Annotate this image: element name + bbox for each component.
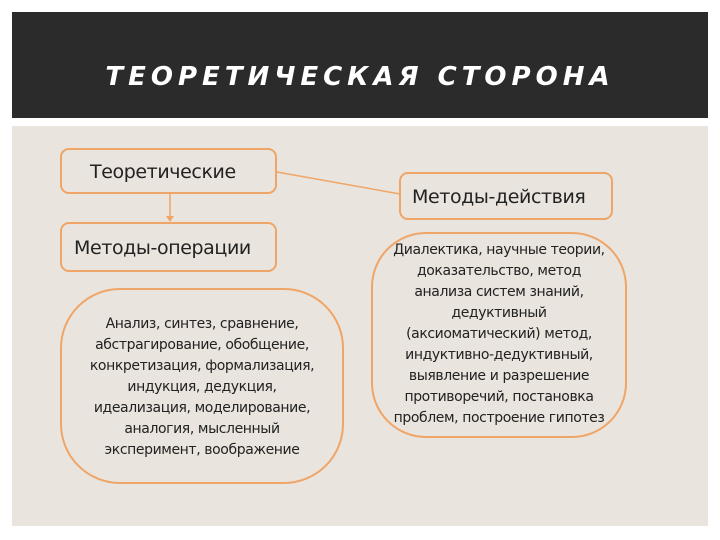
operations-body-box <box>60 288 344 484</box>
connector-theoretical-to-actions <box>277 172 400 194</box>
actions-title: Методы-действия <box>412 186 586 208</box>
actions-body-box <box>371 232 627 438</box>
operations-title-box <box>60 222 277 272</box>
theoretical-label: Теоретические <box>90 161 236 183</box>
operations-title: Методы-операции <box>74 237 251 259</box>
slide-title: ТЕОРЕТИЧЕСКАЯ СТОРОНА <box>105 62 615 92</box>
actions-title-box <box>399 172 613 220</box>
operations-body: Анализ, синтез, сравнение, абстрагирование, обобщение, конкретизация, формализация, индукция, дедукция, идеализация, моделирование, аналогия, мысленный эксперимент, воображение <box>89 316 315 458</box>
actions-body: Диалектика, научные теории, доказательство, метод анализа систем знаний, дедуктивный (аксиоматический) метод, индуктивно-дедуктивный, выявление и разрешение противоречий, постановка проблем, построение гипотез <box>393 242 605 426</box>
theoretical-box <box>60 148 277 194</box>
